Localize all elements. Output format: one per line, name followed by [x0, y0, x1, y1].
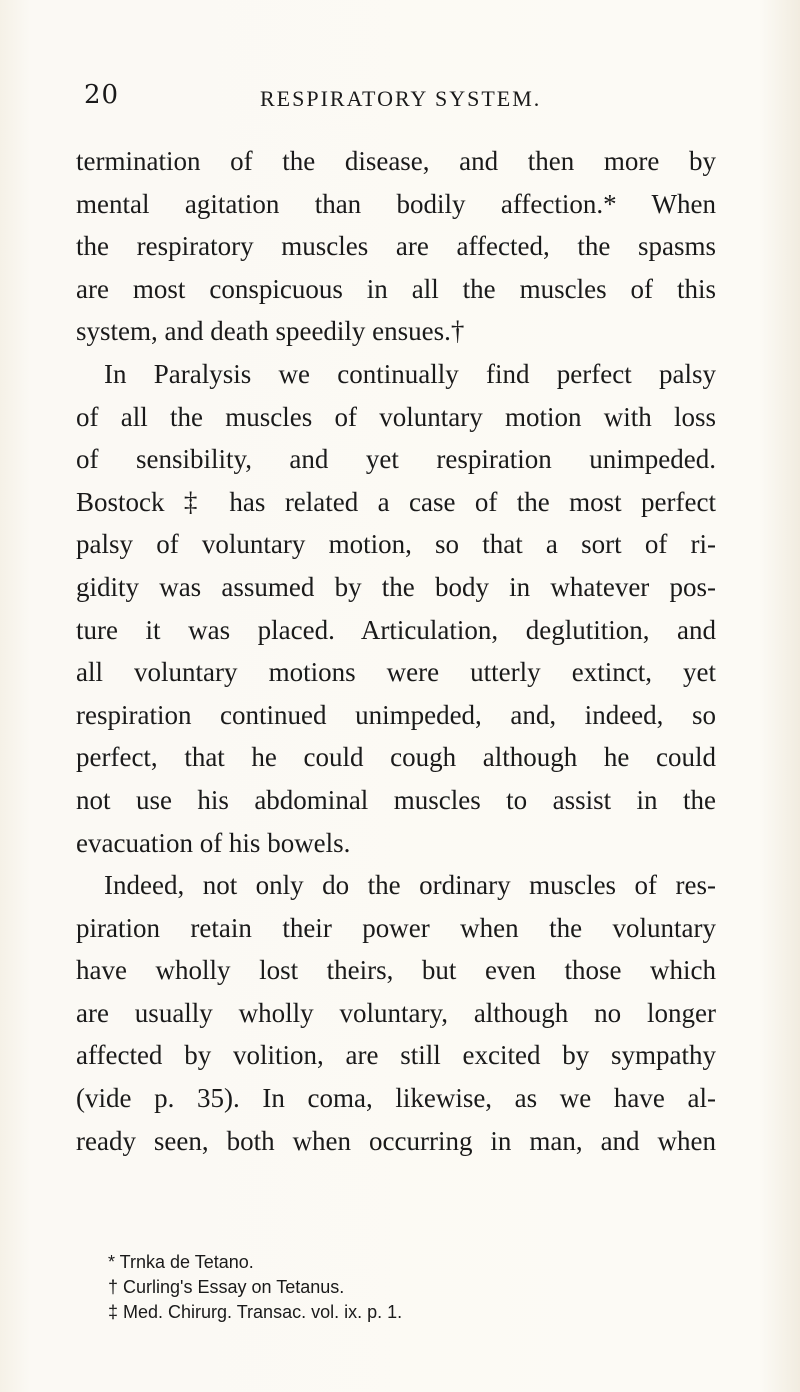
text-line: Bostock ‡ has related a case of the most perfect	[76, 486, 716, 517]
text-line: termination of the disease, and then more by	[76, 146, 716, 176]
text-line: have wholly lost theirs, but even those which	[76, 955, 716, 986]
footnote: * Trnka de Tetano.	[108, 1252, 254, 1272]
text-line: evacuation of his bowels.	[76, 827, 351, 858]
text-line: gidity was assumed by the body in whatever pos-	[76, 571, 716, 602]
text-line: not use his abdominal muscles to assist in the	[76, 784, 716, 815]
body-text	[76, 140, 716, 1162]
text-line: system, and death speedily ensues.†	[76, 316, 465, 347]
text-line: piration retain their power when the voluntary	[76, 912, 716, 943]
text-line: (vide p. 35). In coma, likewise, as we have al-	[76, 1083, 716, 1114]
text-line: mental agitation than bodily affection.* When	[76, 188, 716, 219]
text-line: perfect, that he could cough although he could	[76, 742, 716, 773]
text-line: affected by volition, are still excited by sympathy	[76, 1040, 716, 1071]
text-line: ture it was placed. Articulation, deglutition, and	[76, 614, 716, 645]
footnote: ‡ Med. Chirurg. Transac. vol. ix. p. 1.	[108, 1302, 403, 1322]
text-line: of all the muscles of voluntary motion with loss	[76, 401, 716, 432]
footnotes	[108, 1250, 708, 1325]
text-line: palsy of voluntary motion, so that a sort of ri-	[76, 529, 716, 560]
text-line: respiration continued unimpeded, and, indeed, so	[76, 699, 716, 730]
text-line: In Paralysis we continually find perfect palsy	[104, 358, 716, 389]
footnote: † Curling's Essay on Tetanus.	[108, 1277, 345, 1297]
text-line: are most conspicuous in all the muscles of this	[76, 273, 716, 304]
page-number: 20	[84, 80, 120, 110]
text-line: of sensibility, and yet respiration unimpeded.	[76, 444, 716, 475]
text-line: ready seen, both when occurring in man, and when	[76, 1125, 716, 1156]
running-head: RESPIRATORY SYSTEM.	[260, 86, 542, 111]
text-line: Indeed, not only do the ordinary muscles of res-	[104, 870, 716, 901]
text-line: the respiratory muscles are affected, the spasms	[76, 231, 716, 262]
text-line: are usually wholly voluntary, although no longer	[76, 997, 716, 1028]
text-line: all voluntary motions were utterly extinct, yet	[76, 657, 716, 688]
